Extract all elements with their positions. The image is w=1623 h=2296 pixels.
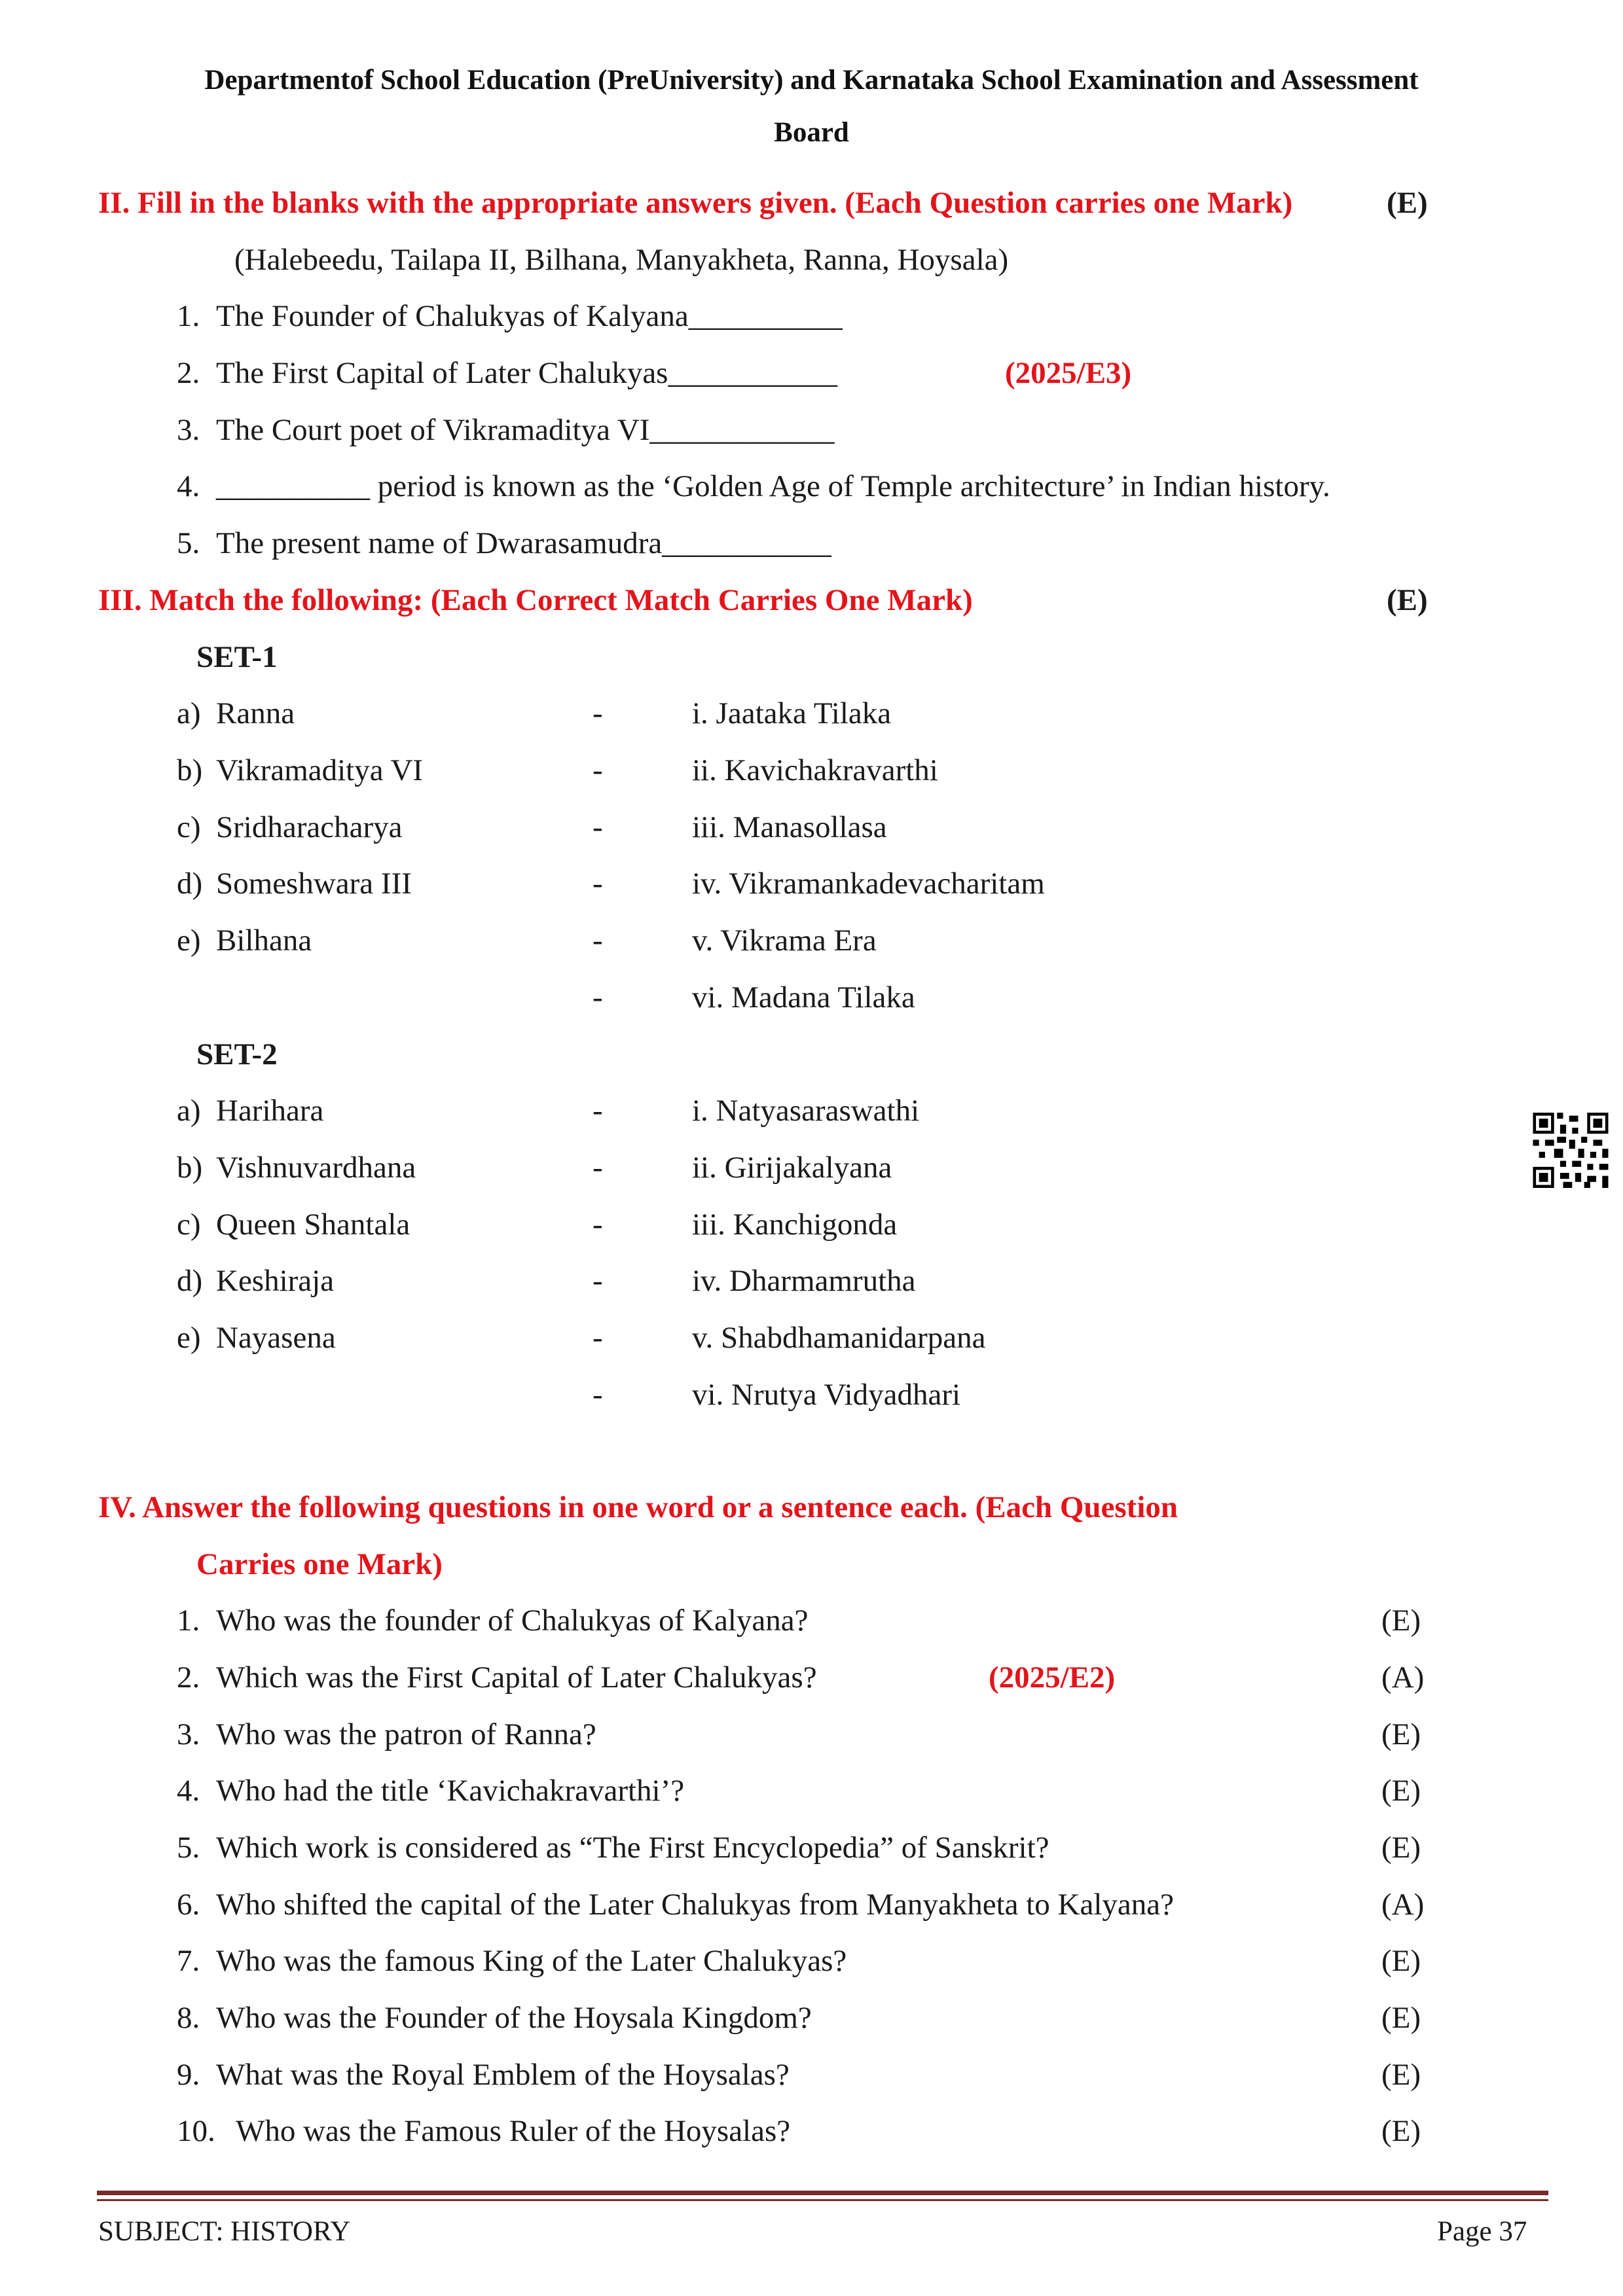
question-level: (E): [1381, 1831, 1421, 1865]
match-letter: d): [177, 867, 203, 901]
document-header-line1: Departmentof School Education (PreUniversity) and Karnataka School Examination and Assessment: [204, 65, 1419, 96]
question-text: Which was the First Capital of Later Chalukyas?: [216, 1660, 817, 1695]
match-dash: -: [593, 924, 603, 958]
question-num: 1.: [177, 1604, 200, 1638]
match-right: iv. Vikramankadevacharitam: [692, 867, 1045, 901]
match-right: v. Shabdhamanidarpana: [692, 1321, 986, 1355]
match-letter: a): [177, 696, 201, 730]
fib-item: The Court poet of Vikramaditya VI____________: [216, 413, 835, 447]
fib-num: 1.: [177, 299, 200, 333]
fib-num: 2.: [177, 356, 200, 390]
match-dash: -: [593, 1321, 603, 1355]
fib-item: The First Capital of Later Chalukyas___________: [216, 356, 837, 390]
match-left: Queen Shantala: [216, 1208, 410, 1242]
question-num: 6.: [177, 1888, 200, 1922]
question-num: 5.: [177, 1831, 200, 1865]
match-dash: -: [593, 1264, 603, 1298]
match-letter: a): [177, 1094, 201, 1128]
exam-year-tag: (2025/E3): [1005, 356, 1132, 390]
match-letter: b): [177, 1151, 203, 1185]
document-header-line2: Board: [774, 117, 849, 148]
match-right: ii. Girijakalyana: [692, 1151, 892, 1185]
footer-rule-thin: [97, 2199, 1548, 2201]
footer-rule-thick: [97, 2191, 1548, 2195]
match-left: Nayasena: [216, 1321, 336, 1355]
match-dash: -: [593, 1094, 603, 1128]
match-letter: d): [177, 1264, 203, 1298]
question-num: 8.: [177, 2001, 200, 2035]
match-dash: -: [593, 696, 603, 730]
match-left: Keshiraja: [216, 1264, 335, 1298]
section-4-title-line2: Carries one Mark): [196, 1547, 443, 1581]
match-left: Bilhana: [216, 924, 312, 958]
section-2-level: (E): [1387, 186, 1428, 220]
match-right: v. Vikrama Era: [692, 924, 877, 958]
question-num: 7.: [177, 1944, 200, 1978]
match-dash: -: [593, 810, 603, 844]
question-text: Which work is considered as “The First Encyclopedia” of Sanskrit?: [216, 1831, 1049, 1865]
question-text: Who was the Founder of the Hoysala Kingdom?: [216, 2001, 812, 2035]
match-dash: -: [593, 980, 603, 1014]
question-text: Who was the Famous Ruler of the Hoysalas?: [236, 2114, 791, 2148]
question-text: Who was the founder of Chalukyas of Kalyana?: [216, 1604, 809, 1638]
match-left: Ranna: [216, 696, 295, 730]
match-right: vi. Nrutya Vidyadhari: [692, 1378, 961, 1412]
match-dash: -: [593, 1151, 603, 1185]
match-left: Sridharacharya: [216, 810, 403, 844]
question-text: Who was the patron of Ranna?: [216, 1717, 596, 1751]
section-3-title: III. Match the following: (Each Correct Match Carries One Mark): [98, 583, 973, 617]
question-level: (E): [1381, 2001, 1421, 2035]
set-2-label: SET-2: [196, 1037, 278, 1071]
fib-item: The Founder of Chalukyas of Kalyana__________: [216, 299, 843, 333]
match-right: iv. Dharmamrutha: [692, 1264, 916, 1298]
fib-num: 5.: [177, 526, 200, 560]
fib-num: 4.: [177, 469, 200, 503]
match-letter: e): [177, 1321, 201, 1355]
question-text: Who shifted the capital of the Later Chalukyas from Manyakheta to Kalyana?: [216, 1888, 1174, 1922]
match-left: Vikramaditya VI: [216, 753, 424, 787]
footer-subject: SUBJECT: HISTORY: [98, 2216, 351, 2247]
match-left: Harihara: [216, 1094, 324, 1128]
match-right: iii. Kanchigonda: [692, 1208, 898, 1242]
match-right: i. Jaataka Tilaka: [692, 696, 892, 730]
question-num: 10.: [177, 2114, 215, 2148]
fib-item: The present name of Dwarasamudra___________: [216, 526, 831, 560]
match-right: iii. Manasollasa: [692, 810, 887, 844]
question-text: What was the Royal Emblem of the Hoysalas?: [216, 2058, 790, 2092]
section-4-title-line1: IV. Answer the following questions in one word or a sentence each. (Each Question: [98, 1490, 1178, 1524]
question-level: (A): [1381, 1660, 1425, 1695]
match-dash: -: [593, 1378, 603, 1412]
question-level: (E): [1381, 1604, 1421, 1638]
fib-item: __________ period is known as the ‘Golden Age of Temple architecture’ in Indian history.: [216, 469, 1330, 503]
question-level: (E): [1381, 1774, 1421, 1808]
question-text: Who had the title ‘Kavichakravarthi’?: [216, 1774, 685, 1808]
question-level: (E): [1381, 2114, 1421, 2148]
question-level: (A): [1381, 1888, 1425, 1922]
set-1-label: SET-1: [196, 640, 278, 674]
match-letter: e): [177, 924, 201, 958]
question-num: 2.: [177, 1660, 200, 1695]
question-level: (E): [1381, 2058, 1421, 2092]
match-dash: -: [593, 753, 603, 787]
match-dash: -: [593, 1208, 603, 1242]
question-num: 9.: [177, 2058, 200, 2092]
match-right: ii. Kavichakravarthi: [692, 753, 938, 787]
qr-code-icon: [1531, 1113, 1611, 1188]
exam-year-tag: (2025/E2): [989, 1660, 1116, 1695]
match-letter: b): [177, 753, 203, 787]
question-level: (E): [1381, 1717, 1421, 1751]
match-right: i. Natyasaraswathi: [692, 1094, 920, 1128]
match-right: vi. Madana Tilaka: [692, 980, 915, 1014]
question-text: Who was the famous King of the Later Chalukyas?: [216, 1944, 847, 1978]
question-num: 4.: [177, 1774, 200, 1808]
fib-num: 3.: [177, 413, 200, 447]
footer-page-number: Page 37: [1437, 2216, 1527, 2247]
section-2-title: II. Fill in the blanks with the appropriate answers given. (Each Question carries one Mark): [98, 186, 1293, 220]
question-num: 3.: [177, 1717, 200, 1751]
match-left: Vishnuvardhana: [216, 1151, 416, 1185]
match-letter: c): [177, 1208, 201, 1242]
section-3-level: (E): [1387, 583, 1428, 617]
match-left: Someshwara III: [216, 867, 412, 901]
match-letter: c): [177, 810, 201, 844]
section-2-options: (Halebeedu, Tailapa II, Bilhana, Manyakheta, Ranna, Hoysala): [234, 243, 1009, 277]
match-dash: -: [593, 867, 603, 901]
question-level: (E): [1381, 1944, 1421, 1978]
